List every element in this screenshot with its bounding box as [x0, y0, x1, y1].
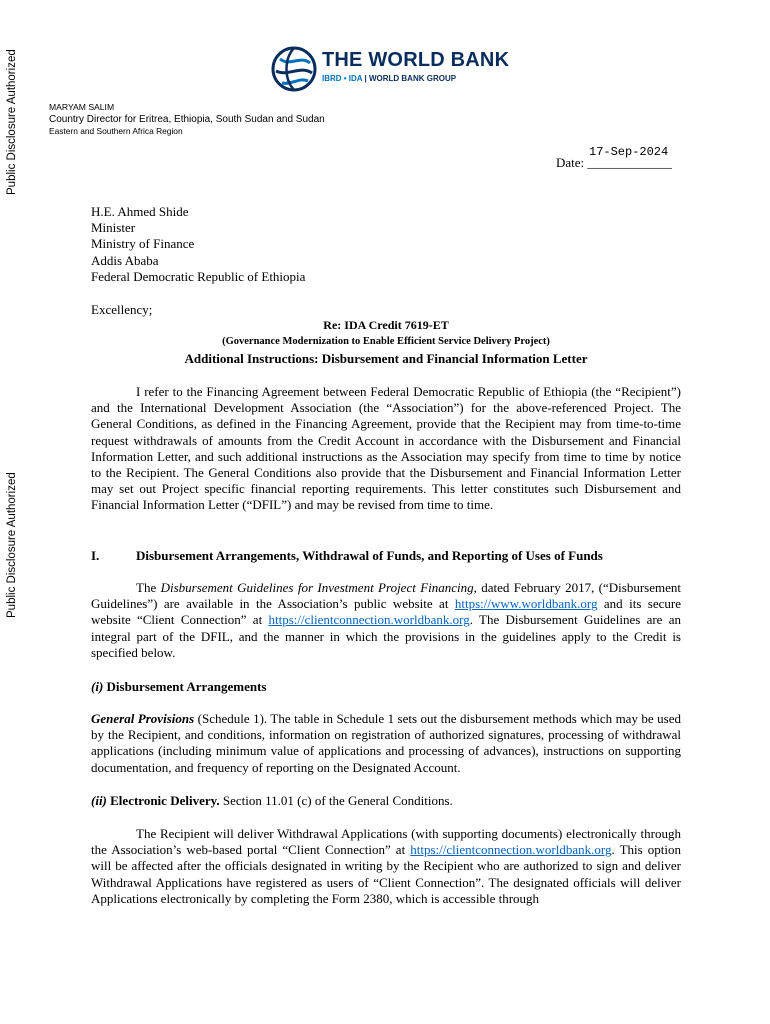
text-span: The	[136, 580, 161, 595]
sender-region: Eastern and Southern Africa Region	[49, 126, 183, 136]
sender-block	[49, 102, 325, 137]
section-number: I.	[91, 548, 100, 563]
subject-line-1: Re: IDA Credit 7619-ET	[323, 318, 449, 332]
guidelines-paragraph	[91, 580, 681, 661]
world-bank-logo	[270, 45, 510, 95]
clientconnection-link-2[interactable]: https://clientconnection.worldbank.org	[410, 842, 612, 858]
recipient-line: H.E. Ahmed Shide	[91, 204, 189, 219]
recipient-line: Minister	[91, 220, 136, 236]
text-span: dated February 2017, (“Disbursement Guidelines”) are available in the Association’s public website at	[91, 580, 681, 612]
disclosure-watermark-top: Public Disclosure Authorized	[6, 49, 18, 195]
guidelines-title: Disbursement Guidelines for Investment Project Financing,	[160, 580, 477, 595]
subject-line-3: Additional Instructions: Disbursement and Financial Information Letter	[184, 351, 588, 366]
date-value: 17-Sep-2024	[589, 145, 669, 159]
text-span: . The Disbursement Guidelines are an integral part of the DFIL, and the manner in which the provisions in the guidelines apply to the Credit is specified below.	[91, 612, 681, 660]
heading-num: (i)	[91, 679, 104, 694]
heading-text: Disbursement Arrangements	[103, 679, 267, 694]
sender-name: MARYAM SALIM	[49, 102, 115, 112]
general-provisions-lead: General Provisions	[91, 711, 195, 726]
section-title: Disbursement Arrangements, Withdrawal of Funds, and Reporting of Uses of Funds	[136, 548, 603, 563]
worldbank-link[interactable]: https://www.worldbank.org	[454, 596, 598, 612]
sender-title: Country Director for Eritrea, Ethiopia, South Sudan and Sudan	[49, 114, 325, 125]
heading-bold: Electronic Delivery.	[106, 793, 220, 808]
recipient-line: Ministry of Finance	[91, 236, 195, 252]
logo-ibrd-ida: IBRD • IDA	[322, 74, 363, 83]
globe-icon	[270, 45, 318, 93]
logo-subtitle: IBRD • IDA | WORLD BANK GROUP	[322, 74, 457, 83]
heading-disbursement-arrangements	[91, 679, 267, 695]
recipient-address	[91, 204, 305, 285]
heading-text: Section 11.01 (c) of the General Conditions.	[219, 793, 453, 808]
recipient-line: Addis Ababa	[91, 252, 159, 268]
text-span: The Recipient will deliver Withdrawal Applications (with supporting documents) electronically through the Association’s web-based portal “Client Connection” at	[91, 826, 681, 858]
clientconnection-link[interactable]: https://clientconnection.worldbank.org	[268, 612, 470, 628]
recipient-line: Federal Democratic Republic of Ethiopia	[91, 268, 306, 284]
disclosure-watermark-bottom: Public Disclosure Authorized	[6, 472, 18, 618]
text-span: . This option will be affected after the officials designated in writing by the Recipient who are authorized to sign and deliver Withdrawal Applications have registered as users of “Client Connection”. The designated officials will deliver Applications electronically by completing the Form 2380, which is accessible through	[91, 842, 681, 906]
text-span: (Schedule 1). The table in Schedule 1 sets out the disbursement methods which may be used by the Recipient, and conditions, information on registration of authorized signatures, processing of withdrawal applications (including minimum value of applications and processing of advances), instructions on supporting documentation, and frequency of reporting on the Designated Account.	[91, 711, 682, 775]
logo-title: THE WORLD BANK	[322, 49, 510, 71]
salutation: Excellency;	[91, 302, 153, 317]
date-label: Date: _____________	[556, 155, 672, 170]
heading-electronic-delivery	[91, 793, 453, 809]
heading-num: (ii)	[91, 793, 107, 808]
logo-group: WORLD BANK GROUP	[368, 74, 457, 83]
intro-paragraph: I refer to the Financing Agreement between Federal Democratic Republic of Ethiopia (the “Recipient”) and the International Development Association (the “Association”) for the above-referenced Project. The General Conditions, as defined in the Financing Agreement, provide that the Recipient may from time-to-time request withdrawals of amounts from the Credit Account in accordance with the Disbursement and Financial Information Letter, and such additional instructions as the Association may specify from time to time by notice to the Recipient. The General Conditions also provide that the Disbursement and Financial Information Letter may set out Project specific financial reporting requirements. This letter constitutes such Disbursement and Financial Information Letter (“DFIL”) and may be revised from time to time.	[91, 384, 681, 513]
subject-line-2: (Governance Modernization to Enable Efficient Service Delivery Project)	[222, 336, 550, 347]
electronic-delivery-paragraph	[91, 826, 681, 907]
text-span: and its secure website “Client Connection” at	[91, 596, 681, 628]
general-provisions-paragraph	[91, 711, 681, 776]
